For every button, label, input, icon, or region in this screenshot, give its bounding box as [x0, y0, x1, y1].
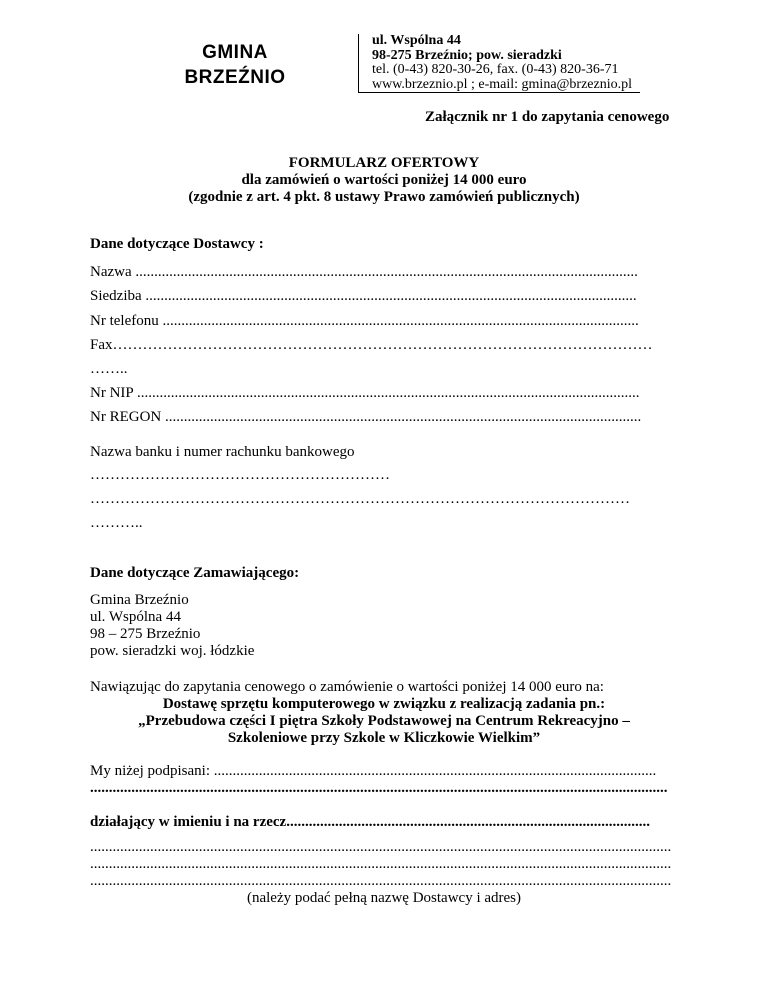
orderer-postal: 98 – 275 Brzeźnio	[90, 626, 201, 642]
supplier-details-line-3: ...........................................................................................................................................................	[90, 873, 672, 889]
address-web: www.brzeznio.pl ; e-mail: gmina@brzeznio.pl	[372, 76, 633, 92]
supplier-fax-field: Fax………………………………………………………………………………………………	[90, 337, 653, 353]
header-vertical-divider	[358, 34, 359, 92]
address-phone: tel. (0-43) 820-30-26, fax. (0-43) 820-36-71	[372, 62, 619, 77]
supplier-fax-continuation: ……..	[90, 361, 128, 377]
orderer-region: pow. sieradzki woj. łódzkie	[90, 643, 255, 659]
subject-line-1: Dostawę sprzętu komputerowego w związku z realizacją zadania pn.:	[162, 696, 606, 712]
address-postal: 98-275 Brzeźnio; pow. sieradzki	[372, 47, 562, 63]
subject-line-3: Szkoleniowe przy Szkole w Kliczkowie Wielkim”	[227, 730, 541, 746]
logo-line-2: BRZEŹNIO	[184, 67, 286, 88]
signers-field: My niżej podpisani: ......................................................................................................................	[90, 763, 657, 779]
supplier-regon-field: Nr REGON ...............................................................................................................................	[90, 409, 642, 425]
orderer-heading: Dane dotyczące Zamawiającego:	[90, 565, 300, 581]
supplier-details-note: (należy podać pełną nazwę Dostawcy i adres)	[246, 890, 522, 906]
supplier-heading: Dane dotyczące Dostawcy :	[90, 236, 264, 252]
supplier-name-field: Nazwa ......................................................................................................................................	[90, 264, 638, 280]
supplier-phone-field: Nr telefonu ...............................................................................................................................	[90, 313, 639, 329]
bank-field-line-3: ………..	[90, 515, 143, 531]
attachment-label: Załącznik nr 1 do zapytania cenowego	[425, 109, 670, 125]
subject-line-2: „Przebudowa części I piętra Szkoły Podstawowej na Centrum Rekreacyjno –	[138, 713, 630, 729]
gmina-logo	[180, 40, 290, 90]
form-subtitle: dla zamówień o wartości poniżej 14 000 euro	[241, 172, 527, 188]
orderer-name: Gmina Brzeźnio	[90, 592, 189, 608]
bank-field-line-1: ……………………………………………………	[90, 467, 390, 483]
supplier-details-line-1: ...........................................................................................................................................................	[90, 839, 672, 855]
subject-intro: Nawiązując do zapytania cenowego o zamówienie o wartości poniżej 14 000 euro na:	[90, 679, 604, 695]
bank-field-line-2: ………………………………………………………………………………………………	[90, 491, 630, 507]
supplier-nip-field: Nr NIP ......................................................................................................................................	[90, 385, 640, 401]
form-title: FORMULARZ OFERTOWY	[288, 155, 480, 171]
supplier-seat-field: Siedziba ...................................................................................................................................	[90, 288, 637, 304]
header-horizontal-divider	[358, 92, 640, 93]
form-legal-basis: (zgodnie z art. 4 pkt. 8 ustawy Prawo zamówień publicznych)	[188, 189, 580, 205]
address-block	[372, 34, 632, 92]
logo-line-1: GMINA	[202, 42, 268, 63]
bank-label: Nazwa banku i numer rachunku bankowego	[90, 444, 355, 460]
orderer-street: ul. Wspólna 44	[90, 609, 181, 625]
address-street: ul. Wspólna 44	[372, 33, 461, 48]
acting-on-behalf-field: działający w imieniu i na rzecz.................................................................................................	[90, 814, 650, 830]
signers-field-continuation: ..........................................................................................................................................................	[90, 780, 668, 796]
supplier-details-line-2: ...........................................................................................................................................................	[90, 856, 672, 872]
